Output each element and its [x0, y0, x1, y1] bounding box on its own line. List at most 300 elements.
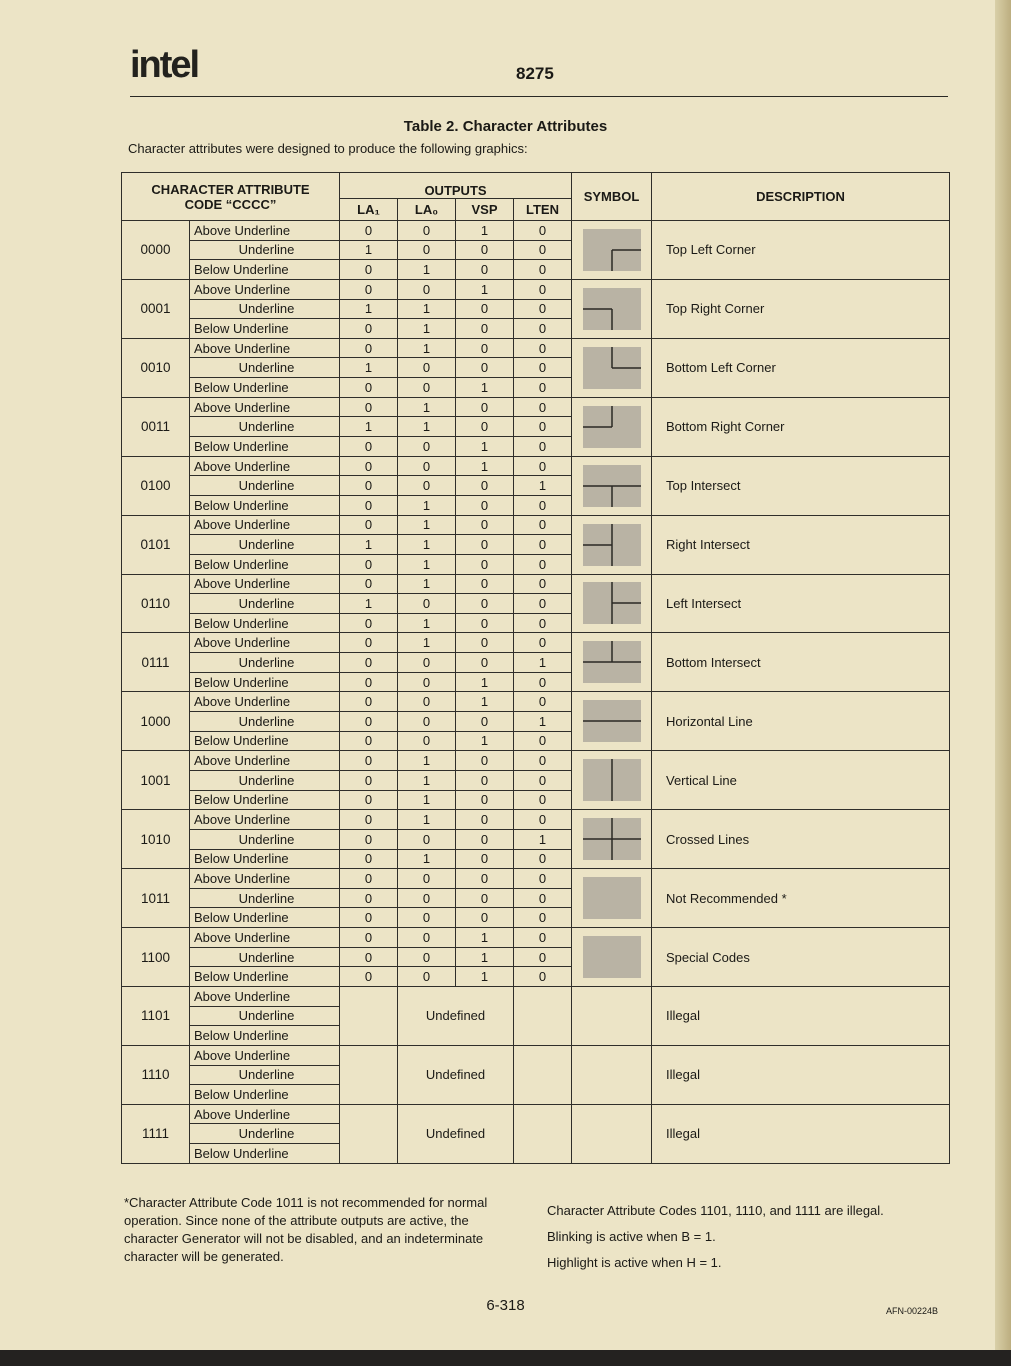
- underline-level-label: Above Underline: [190, 810, 340, 830]
- underline-level-label: Below Underline: [190, 613, 340, 633]
- la0-value: 0: [398, 908, 456, 928]
- tr-corner-symbol-icon: [583, 288, 641, 330]
- symbol-cell: [572, 692, 652, 751]
- underline-level-label: Above Underline: [190, 692, 340, 712]
- table-row: [122, 456, 950, 476]
- la1-value: 0: [340, 770, 398, 790]
- attribute-code: 1011: [122, 869, 190, 928]
- symbol-cell: [572, 1045, 652, 1104]
- la1-value: 1: [340, 535, 398, 555]
- underline-level-label: Below Underline: [190, 849, 340, 869]
- underline-level-label: Below Underline: [190, 1085, 340, 1105]
- la1-value: 0: [340, 613, 398, 633]
- bottom-intersect-symbol-icon: [583, 641, 641, 683]
- symbol-cell: [572, 928, 652, 987]
- table-row: [122, 1104, 950, 1124]
- la1-value: 0: [340, 221, 398, 241]
- underline-level-label: Below Underline: [190, 731, 340, 751]
- attribute-code: 1000: [122, 692, 190, 751]
- la0-value: 0: [398, 829, 456, 849]
- lten-value: 0: [514, 888, 572, 908]
- la0-value: 0: [398, 888, 456, 908]
- vsp-value: 1: [456, 692, 514, 712]
- symbol-background: [583, 877, 641, 919]
- underline-level-label: Below Underline: [190, 319, 340, 339]
- symbol-cell: [572, 456, 652, 515]
- table-row: [122, 221, 950, 241]
- la0-value: 1: [398, 495, 456, 515]
- table-title: Table 2. Character Attributes: [403, 118, 608, 135]
- underline-level-label: Above Underline: [190, 869, 340, 889]
- symbol-cell: [572, 338, 652, 397]
- table-row: [122, 515, 950, 535]
- vsp-value: 0: [456, 319, 514, 339]
- vsp-value: 0: [456, 810, 514, 830]
- la0-value: 1: [398, 849, 456, 869]
- vsp-value: 0: [456, 712, 514, 732]
- lten-value: 0: [514, 338, 572, 358]
- la1-value: 1: [340, 594, 398, 614]
- la1-value: 0: [340, 260, 398, 280]
- la0-value: 0: [398, 672, 456, 692]
- la0-value: 0: [398, 653, 456, 673]
- header-char-attr-label: CHARACTER ATTRIBUTE: [151, 181, 310, 197]
- la1-value: 0: [340, 869, 398, 889]
- scan-bottom-band: [0, 1350, 1011, 1366]
- lten-value: 0: [514, 515, 572, 535]
- la0-value: 1: [398, 790, 456, 810]
- lten-value: 0: [514, 437, 572, 457]
- description: Top Right Corner: [652, 279, 950, 338]
- vsp-value: 0: [456, 554, 514, 574]
- vsp-value: 1: [456, 456, 514, 476]
- la1-value: 0: [340, 437, 398, 457]
- header-char-attr: [122, 173, 340, 221]
- vsp-value: 0: [456, 869, 514, 889]
- top-intersect-symbol-icon: [583, 465, 641, 507]
- vsp-value: 0: [456, 515, 514, 535]
- lten-value: 1: [514, 476, 572, 496]
- description: Top Intersect: [652, 456, 950, 515]
- symbol-cell: [572, 633, 652, 692]
- underline-level-label: Underline: [190, 653, 340, 673]
- table-row: [122, 633, 950, 653]
- la1-value: 0: [340, 554, 398, 574]
- underline-level-label: Underline: [190, 535, 340, 555]
- la0-value: 1: [398, 633, 456, 653]
- la0-value: 0: [398, 692, 456, 712]
- la1-value: 0: [340, 967, 398, 987]
- lten-value: 0: [514, 299, 572, 319]
- description: Left Intersect: [652, 574, 950, 633]
- description: Crossed Lines: [652, 810, 950, 869]
- la1-value: 1: [340, 299, 398, 319]
- table-row: [122, 986, 950, 1006]
- la0-value: 0: [398, 594, 456, 614]
- la0-value: 1: [398, 535, 456, 555]
- table-row: [122, 869, 950, 889]
- lten-value: 0: [514, 456, 572, 476]
- header-vsp: VSP: [456, 199, 514, 221]
- vsp-value: 0: [456, 653, 514, 673]
- lten-value: 0: [514, 672, 572, 692]
- attribute-code: 0110: [122, 574, 190, 633]
- vsp-value: 0: [456, 594, 514, 614]
- la1-value: 0: [340, 928, 398, 948]
- lten-value: 0: [514, 319, 572, 339]
- la1-value: 0: [340, 947, 398, 967]
- underline-level-label: Above Underline: [190, 1045, 340, 1065]
- lten-value: 0: [514, 594, 572, 614]
- vsp-value: 0: [456, 633, 514, 653]
- lten-value: 1: [514, 829, 572, 849]
- description: Bottom Intersect: [652, 633, 950, 692]
- la1-value: 0: [340, 888, 398, 908]
- blank-symbol-icon: [583, 936, 641, 978]
- crossed-lines-symbol-icon: [583, 818, 641, 860]
- la1-value: 1: [340, 417, 398, 437]
- description: Not Recommended *: [652, 869, 950, 928]
- la0-value: 0: [398, 221, 456, 241]
- lten-empty: [514, 1104, 572, 1163]
- vsp-value: 0: [456, 240, 514, 260]
- underline-level-label: Below Underline: [190, 1144, 340, 1164]
- vsp-value: 0: [456, 613, 514, 633]
- underline-level-label: Below Underline: [190, 378, 340, 398]
- lten-value: 0: [514, 908, 572, 928]
- lten-value: 0: [514, 633, 572, 653]
- underline-level-label: Above Underline: [190, 574, 340, 594]
- vsp-value: 0: [456, 888, 514, 908]
- la0-value: 1: [398, 397, 456, 417]
- underline-level-label: Above Underline: [190, 456, 340, 476]
- symbol-background: [583, 936, 641, 978]
- intel-logo: intel: [130, 44, 199, 86]
- description: Top Left Corner: [652, 221, 950, 280]
- vsp-value: 0: [456, 358, 514, 378]
- vsp-value: 1: [456, 437, 514, 457]
- la0-value: 0: [398, 476, 456, 496]
- header-rule: [130, 96, 948, 97]
- underline-level-label: Above Underline: [190, 515, 340, 535]
- underline-level-label: Above Underline: [190, 928, 340, 948]
- br-corner-symbol-icon: [583, 406, 641, 448]
- description: Right Intersect: [652, 515, 950, 574]
- table-row: [122, 574, 950, 594]
- description: Illegal: [652, 1104, 950, 1163]
- lten-value: 0: [514, 279, 572, 299]
- symbol-cell: [572, 574, 652, 633]
- outputs-undefined: Undefined: [398, 1104, 514, 1163]
- lten-value: 0: [514, 495, 572, 515]
- description: Special Codes: [652, 928, 950, 987]
- table-intro: Character attributes were designed to produce the following graphics:: [128, 141, 528, 156]
- vertical-line-symbol-icon: [583, 759, 641, 801]
- underline-level-label: Underline: [190, 240, 340, 260]
- header-outputs: OUTPUTS: [340, 173, 572, 199]
- page-edge: [995, 0, 1011, 1366]
- symbol-cell: [572, 279, 652, 338]
- description: Vertical Line: [652, 751, 950, 810]
- vsp-value: 1: [456, 731, 514, 751]
- underline-level-label: Underline: [190, 417, 340, 437]
- footnote-highlight: Highlight is active when H = 1.: [547, 1255, 722, 1270]
- vsp-value: 0: [456, 535, 514, 555]
- la1-value: 0: [340, 397, 398, 417]
- footnote-illegal-codes: Character Attribute Codes 1101, 1110, and 1111 are illegal.: [547, 1203, 884, 1218]
- right-intersect-symbol-icon: [583, 524, 641, 566]
- la0-value: 0: [398, 731, 456, 751]
- underline-level-label: Above Underline: [190, 338, 340, 358]
- symbol-cell: [572, 810, 652, 869]
- la0-value: 0: [398, 240, 456, 260]
- footnote-blinking: Blinking is active when B = 1.: [547, 1229, 716, 1244]
- lten-value: 0: [514, 770, 572, 790]
- la1-value: 0: [340, 829, 398, 849]
- vsp-value: 0: [456, 829, 514, 849]
- la1-value: 0: [340, 633, 398, 653]
- underline-level-label: Below Underline: [190, 967, 340, 987]
- vsp-value: 0: [456, 260, 514, 280]
- underline-level-label: Underline: [190, 1124, 340, 1144]
- underline-level-label: Below Underline: [190, 790, 340, 810]
- la1-value: 0: [340, 790, 398, 810]
- underline-level-label: Below Underline: [190, 1026, 340, 1046]
- la1-value: 0: [340, 319, 398, 339]
- la1-value: 0: [340, 574, 398, 594]
- attribute-code: 1110: [122, 1045, 190, 1104]
- la1-value: 0: [340, 712, 398, 732]
- horizontal-line-symbol-icon: [583, 700, 641, 742]
- la0-value: 1: [398, 417, 456, 437]
- la0-value: 0: [398, 947, 456, 967]
- left-intersect-symbol-icon: [583, 582, 641, 624]
- la1-value: 0: [340, 692, 398, 712]
- attribute-code: 0011: [122, 397, 190, 456]
- underline-level-label: Above Underline: [190, 1104, 340, 1124]
- symbol-cell: [572, 397, 652, 456]
- attribute-code: 0001: [122, 279, 190, 338]
- vsp-value: 1: [456, 967, 514, 987]
- vsp-value: 0: [456, 908, 514, 928]
- lten-value: 0: [514, 260, 572, 280]
- underline-level-label: Below Underline: [190, 437, 340, 457]
- header-la1: LA₁: [340, 199, 398, 221]
- lten-value: 0: [514, 751, 572, 771]
- la0-value: 0: [398, 712, 456, 732]
- la1-value: 0: [340, 672, 398, 692]
- la0-value: 1: [398, 613, 456, 633]
- la0-value: 1: [398, 299, 456, 319]
- la1-value: 0: [340, 338, 398, 358]
- lten-value: 0: [514, 378, 572, 398]
- la0-value: 1: [398, 770, 456, 790]
- la0-value: 0: [398, 456, 456, 476]
- table-row: [122, 1045, 950, 1065]
- lten-value: 0: [514, 731, 572, 751]
- table-row: [122, 810, 950, 830]
- table-row: [122, 338, 950, 358]
- la0-value: 1: [398, 338, 456, 358]
- la0-value: 1: [398, 515, 456, 535]
- la1-value: 0: [340, 653, 398, 673]
- vsp-value: 1: [456, 928, 514, 948]
- symbol-cell: [572, 1104, 652, 1163]
- la0-value: 0: [398, 378, 456, 398]
- underline-level-label: Underline: [190, 829, 340, 849]
- lten-value: 1: [514, 712, 572, 732]
- description: Bottom Left Corner: [652, 338, 950, 397]
- lten-value: 0: [514, 240, 572, 260]
- la1-empty: [340, 1045, 398, 1104]
- lten-value: 0: [514, 849, 572, 869]
- vsp-value: 0: [456, 299, 514, 319]
- vsp-value: 0: [456, 338, 514, 358]
- lten-value: 0: [514, 554, 572, 574]
- lten-value: 0: [514, 790, 572, 810]
- la1-value: 1: [340, 358, 398, 378]
- la0-value: 1: [398, 554, 456, 574]
- vsp-value: 0: [456, 476, 514, 496]
- underline-level-label: Below Underline: [190, 495, 340, 515]
- la1-value: 0: [340, 751, 398, 771]
- page-number: 6-318: [486, 1297, 525, 1314]
- table-body: [122, 221, 950, 1164]
- underline-level-label: Above Underline: [190, 279, 340, 299]
- attribute-code: 1001: [122, 751, 190, 810]
- vsp-value: 0: [456, 849, 514, 869]
- attribute-code: 0100: [122, 456, 190, 515]
- vsp-value: 1: [456, 947, 514, 967]
- la0-value: 0: [398, 928, 456, 948]
- vsp-value: 1: [456, 279, 514, 299]
- header-description: DESCRIPTION: [652, 173, 950, 221]
- vsp-value: 0: [456, 417, 514, 437]
- description: Horizontal Line: [652, 692, 950, 751]
- attribute-code: 0111: [122, 633, 190, 692]
- footnote-notes: [547, 1198, 947, 1276]
- symbol-cell: [572, 515, 652, 574]
- vsp-value: 0: [456, 397, 514, 417]
- lten-empty: [514, 1045, 572, 1104]
- header-code-label: CODE “CCCC”: [184, 196, 277, 212]
- lten-value: 0: [514, 358, 572, 378]
- lten-value: 0: [514, 221, 572, 241]
- underline-level-label: Above Underline: [190, 397, 340, 417]
- underline-level-label: Underline: [190, 1006, 340, 1026]
- la1-value: 0: [340, 908, 398, 928]
- la0-value: 0: [398, 869, 456, 889]
- vsp-value: 0: [456, 574, 514, 594]
- lten-value: 0: [514, 967, 572, 987]
- header-la0: LA₀: [398, 199, 456, 221]
- la1-value: 0: [340, 810, 398, 830]
- bl-corner-symbol-icon: [583, 347, 641, 389]
- tl-corner-symbol-icon: [583, 229, 641, 271]
- vsp-value: 1: [456, 672, 514, 692]
- underline-level-label: Above Underline: [190, 751, 340, 771]
- underline-level-label: Below Underline: [190, 260, 340, 280]
- underline-level-label: Below Underline: [190, 554, 340, 574]
- la0-value: 0: [398, 358, 456, 378]
- document-id: AFN-00224B: [886, 1306, 939, 1316]
- vsp-value: 0: [456, 751, 514, 771]
- attribute-code: 0101: [122, 515, 190, 574]
- lten-value: 0: [514, 928, 572, 948]
- underline-level-label: Underline: [190, 594, 340, 614]
- vsp-value: 1: [456, 221, 514, 241]
- attribute-code: 1100: [122, 928, 190, 987]
- underline-level-label: Underline: [190, 476, 340, 496]
- vsp-value: 0: [456, 495, 514, 515]
- la0-value: 1: [398, 574, 456, 594]
- la1-value: 0: [340, 849, 398, 869]
- underline-level-label: Underline: [190, 299, 340, 319]
- part-number: 8275: [516, 64, 554, 83]
- la1-value: 0: [340, 495, 398, 515]
- lten-value: 0: [514, 613, 572, 633]
- description: Illegal: [652, 1045, 950, 1104]
- underline-level-label: Below Underline: [190, 672, 340, 692]
- vsp-value: 0: [456, 770, 514, 790]
- symbol-cell: [572, 869, 652, 928]
- la0-value: 1: [398, 319, 456, 339]
- la1-empty: [340, 1104, 398, 1163]
- lten-value: 0: [514, 535, 572, 555]
- attribute-code: 1111: [122, 1104, 190, 1163]
- underline-level-label: Below Underline: [190, 908, 340, 928]
- attribute-code: 1010: [122, 810, 190, 869]
- lten-value: 0: [514, 810, 572, 830]
- la1-value: 0: [340, 279, 398, 299]
- underline-level-label: Above Underline: [190, 633, 340, 653]
- underline-level-label: Underline: [190, 770, 340, 790]
- lten-empty: [514, 986, 572, 1045]
- la0-value: 1: [398, 260, 456, 280]
- symbol-cell: [572, 221, 652, 280]
- attribute-code: 0010: [122, 338, 190, 397]
- underline-level-label: Underline: [190, 712, 340, 732]
- la1-value: 0: [340, 515, 398, 535]
- outputs-undefined: Undefined: [398, 1045, 514, 1104]
- symbol-cell: [572, 986, 652, 1045]
- description: Illegal: [652, 986, 950, 1045]
- lten-value: 0: [514, 692, 572, 712]
- lten-value: 0: [514, 574, 572, 594]
- la1-value: 0: [340, 731, 398, 751]
- blank-symbol-icon: [583, 877, 641, 919]
- lten-value: 0: [514, 417, 572, 437]
- header-symbol: SYMBOL: [572, 173, 652, 221]
- la0-value: 0: [398, 437, 456, 457]
- la0-value: 1: [398, 810, 456, 830]
- la1-value: 0: [340, 378, 398, 398]
- lten-value: 1: [514, 653, 572, 673]
- lten-value: 0: [514, 869, 572, 889]
- underline-level-label: Above Underline: [190, 986, 340, 1006]
- header-lten: LTEN: [514, 199, 572, 221]
- la1-value: 0: [340, 476, 398, 496]
- table-row: [122, 397, 950, 417]
- table-row: [122, 692, 950, 712]
- vsp-value: 0: [456, 790, 514, 810]
- la1-value: 1: [340, 240, 398, 260]
- attribute-code: 0000: [122, 221, 190, 280]
- outputs-undefined: Undefined: [398, 986, 514, 1045]
- lten-value: 0: [514, 947, 572, 967]
- underline-level-label: Underline: [190, 1065, 340, 1085]
- footnote-not-recommended: *Character Attribute Code 1011 is not recommended for normal operation. Since none of the attribute outputs are active, the character Generator will not be disabled, and an indeterminate character will be generated.: [124, 1195, 488, 1264]
